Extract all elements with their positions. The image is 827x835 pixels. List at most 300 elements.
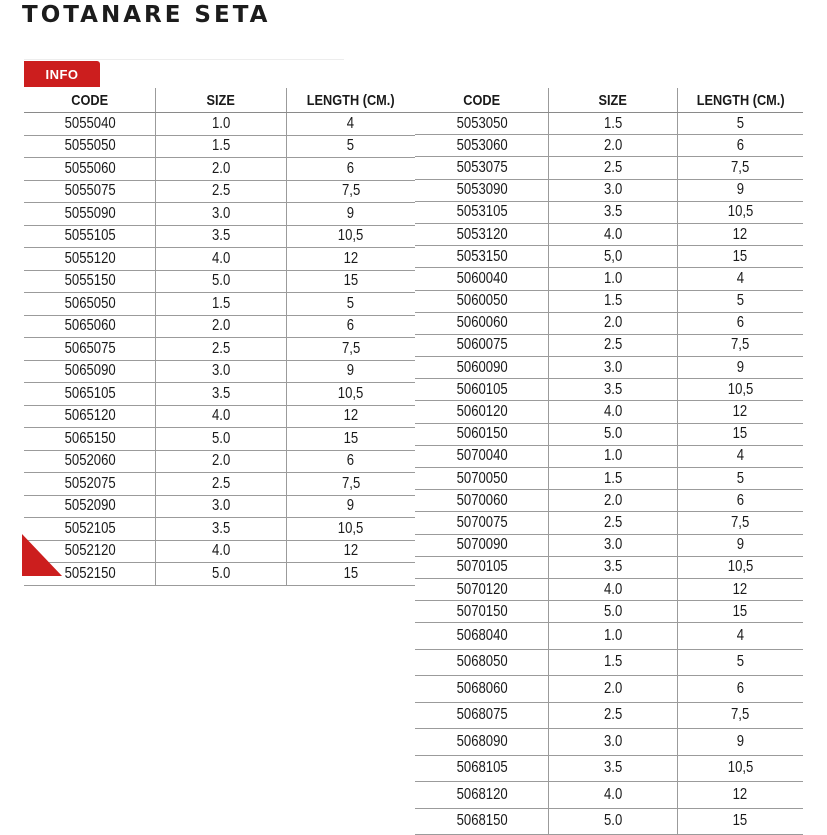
length-cell [677, 180, 803, 201]
code-cell [415, 650, 548, 676]
table-row [24, 406, 415, 429]
length-cell-text: 10,5 [338, 227, 364, 245]
length-cell-text: 5 [737, 470, 744, 488]
length-cell [677, 291, 803, 312]
code-cell-text: 5070050 [456, 470, 507, 488]
code-cell-text: 5070120 [456, 581, 507, 599]
size-cell-text: 5.0 [212, 430, 230, 448]
size-cell [155, 316, 285, 338]
size-cell [155, 203, 285, 225]
length-cell [677, 623, 803, 649]
table-row [24, 271, 415, 294]
size-cell [548, 512, 676, 533]
size-cell [548, 623, 676, 649]
length-cell-text: 15 [344, 430, 359, 448]
table-row [415, 202, 803, 224]
length-cell-text: 5 [347, 137, 354, 155]
length-cell [286, 136, 415, 158]
code-cell [415, 782, 548, 808]
code-cell [415, 268, 548, 289]
code-cell-text: 5053150 [456, 248, 507, 266]
length-cell [286, 293, 415, 315]
table-row [415, 557, 803, 579]
code-cell-text: 5053105 [456, 203, 507, 221]
code-cell [415, 157, 548, 178]
length-cell [677, 490, 803, 511]
length-cell [677, 446, 803, 467]
size-cell [548, 650, 676, 676]
size-cell-text: 1.5 [604, 292, 622, 310]
length-cell-text: 9 [347, 205, 354, 223]
length-cell [677, 557, 803, 578]
length-cell-text: 9 [347, 362, 354, 380]
length-cell-text: 15 [733, 603, 748, 621]
code-cell [24, 293, 155, 315]
code-cell [415, 202, 548, 223]
code-cell-text: 5068050 [456, 653, 507, 671]
length-cell [286, 113, 415, 135]
code-cell [24, 271, 155, 293]
table-row [24, 248, 415, 271]
length-cell [286, 541, 415, 563]
code-cell-text: 5065105 [64, 385, 115, 403]
size-cell-text: 4.0 [604, 786, 622, 804]
code-cell [24, 383, 155, 405]
length-cell-text: 9 [737, 359, 744, 377]
code-cell [415, 601, 548, 622]
code-cell [415, 424, 548, 445]
right-size-table [415, 88, 803, 623]
size-cell-text: 3.0 [212, 362, 230, 380]
length-cell [677, 676, 803, 702]
length-cell-text: 12 [733, 403, 748, 421]
code-cell [415, 623, 548, 649]
table-row [415, 291, 803, 313]
size-cell [155, 158, 285, 180]
length-cell [677, 113, 803, 134]
length-cell-text: 10,5 [728, 558, 754, 576]
length-cell [286, 406, 415, 428]
length-cell-text: 12 [733, 226, 748, 244]
length-cell-text: 15 [733, 425, 748, 443]
table-row [415, 676, 803, 703]
table-row [415, 729, 803, 756]
code-cell [24, 226, 155, 248]
size-cell [548, 557, 676, 578]
size-cell [548, 424, 676, 445]
size-cell-text: 5.0 [604, 603, 622, 621]
column-header [677, 88, 803, 112]
size-cell [155, 271, 285, 293]
size-cell-text: 2.0 [604, 314, 622, 332]
code-cell [415, 313, 548, 334]
size-cell [155, 518, 285, 540]
code-cell [415, 113, 548, 134]
size-cell-text: 5.0 [212, 565, 230, 583]
length-cell-text: 4 [347, 115, 354, 133]
code-cell-text: 5055090 [64, 205, 115, 223]
code-cell [415, 335, 548, 356]
length-cell [677, 756, 803, 782]
table-row [24, 496, 415, 519]
length-cell-text: 5 [347, 295, 354, 313]
length-cell [677, 601, 803, 622]
code-cell-text: 5055105 [64, 227, 115, 245]
code-cell [415, 512, 548, 533]
size-cell-text: 2.5 [604, 159, 622, 177]
length-cell [677, 535, 803, 556]
length-cell [286, 338, 415, 360]
length-cell [677, 512, 803, 533]
table-row [415, 535, 803, 557]
code-cell [24, 428, 155, 450]
size-cell [548, 809, 676, 835]
size-cell [155, 293, 285, 315]
table-row [415, 650, 803, 677]
code-cell-text: 5070105 [456, 558, 507, 576]
code-cell-text: 5065075 [64, 340, 115, 358]
code-cell [415, 490, 548, 511]
code-cell-text: 5053075 [456, 159, 507, 177]
code-cell [415, 579, 548, 600]
table-row [415, 379, 803, 401]
code-cell [415, 180, 548, 201]
column-header [155, 88, 285, 112]
length-cell [677, 224, 803, 245]
table-row [24, 136, 415, 159]
size-cell [548, 729, 676, 755]
size-cell-text: 3.0 [604, 733, 622, 751]
table-row [415, 224, 803, 246]
code-cell-text: 5068040 [456, 627, 507, 645]
length-cell-text: 12 [733, 581, 748, 599]
page-title: TOTANARE SETA [22, 2, 270, 28]
table-row [24, 563, 415, 586]
size-cell-text: 2.5 [212, 182, 230, 200]
table-row [24, 383, 415, 406]
left-size-table [24, 88, 415, 586]
length-cell [677, 401, 803, 422]
code-cell-text: 5070075 [456, 514, 507, 532]
size-cell [155, 248, 285, 270]
code-cell-text: 5060150 [456, 425, 507, 443]
length-cell-text: 6 [737, 680, 744, 698]
size-cell [548, 157, 676, 178]
length-cell [286, 248, 415, 270]
code-cell-text: 5052150 [64, 565, 115, 583]
size-cell [548, 535, 676, 556]
length-cell-text: 5 [737, 292, 744, 310]
code-cell-text: 5052090 [64, 497, 115, 515]
size-cell-text: 1.5 [212, 137, 230, 155]
code-cell-text: 5065120 [64, 407, 115, 425]
table-row [24, 473, 415, 496]
code-cell [24, 473, 155, 495]
column-header [24, 88, 155, 112]
length-cell [677, 650, 803, 676]
size-cell-text: 3.5 [212, 520, 230, 538]
table-row [415, 357, 803, 379]
length-cell-text: 5 [737, 653, 744, 671]
size-cell-text: 4.0 [212, 250, 230, 268]
length-cell-text: 15 [344, 565, 359, 583]
length-cell-text: 10,5 [728, 381, 754, 399]
length-cell-text: 10,5 [338, 385, 364, 403]
size-cell-text: 2.0 [604, 492, 622, 510]
size-cell-text: 2.5 [212, 475, 230, 493]
code-cell-text: 5068120 [456, 786, 507, 804]
length-cell [677, 357, 803, 378]
size-cell-text: 2.0 [604, 680, 622, 698]
size-cell [155, 451, 285, 473]
length-cell-text: 12 [344, 407, 359, 425]
size-cell [548, 446, 676, 467]
code-cell [415, 809, 548, 835]
size-cell [548, 782, 676, 808]
size-cell-text: 2.0 [212, 317, 230, 335]
code-cell [24, 406, 155, 428]
table-row [415, 135, 803, 157]
table-row [415, 157, 803, 179]
length-cell [286, 518, 415, 540]
length-cell-text: 10,5 [338, 520, 364, 538]
code-cell [415, 291, 548, 312]
size-cell-text: 1.5 [604, 653, 622, 671]
length-cell [677, 135, 803, 156]
size-cell [548, 468, 676, 489]
size-cell-text: 1.5 [212, 295, 230, 313]
length-cell-text: 9 [737, 733, 744, 751]
code-cell-text: 5055120 [64, 250, 115, 268]
code-cell-text: 5068075 [456, 706, 507, 724]
size-cell [155, 563, 285, 585]
size-cell-text: 3.0 [604, 181, 622, 199]
title-divider [24, 59, 344, 60]
length-cell [286, 158, 415, 180]
code-cell [24, 203, 155, 225]
code-cell [415, 446, 548, 467]
table-row [415, 180, 803, 202]
length-cell [286, 451, 415, 473]
code-cell [24, 158, 155, 180]
code-cell [24, 316, 155, 338]
table-row [24, 338, 415, 361]
size-cell [548, 268, 676, 289]
length-cell [677, 579, 803, 600]
length-cell-text: 12 [344, 542, 359, 560]
length-cell-text: 6 [737, 314, 744, 332]
code-cell-text: 5070090 [456, 536, 507, 554]
code-cell [415, 729, 548, 755]
size-cell [548, 379, 676, 400]
size-cell [548, 676, 676, 702]
size-cell [548, 313, 676, 334]
table-row [415, 113, 803, 135]
length-cell-text: 6 [737, 492, 744, 510]
size-cell [548, 601, 676, 622]
code-cell-text: 5055150 [64, 272, 115, 290]
table-row [24, 203, 415, 226]
column-header-label: SIZE [207, 92, 235, 109]
column-header [415, 88, 548, 112]
code-cell-text: 5053060 [456, 137, 507, 155]
size-cell [548, 202, 676, 223]
table-row [24, 158, 415, 181]
code-cell-text: 5060075 [456, 336, 507, 354]
size-cell-text: 5.0 [604, 812, 622, 830]
length-cell-text: 7,5 [342, 340, 360, 358]
length-cell [677, 335, 803, 356]
code-cell [415, 468, 548, 489]
table-row [415, 490, 803, 512]
size-cell [155, 473, 285, 495]
code-cell [415, 703, 548, 729]
code-cell-text: 5053120 [456, 226, 507, 244]
column-header [548, 88, 676, 112]
length-cell [677, 782, 803, 808]
size-cell [155, 338, 285, 360]
size-cell-text: 3.5 [604, 203, 622, 221]
code-cell [24, 181, 155, 203]
length-cell-text: 7,5 [731, 336, 749, 354]
code-cell [415, 756, 548, 782]
code-cell-text: 5055075 [64, 182, 115, 200]
size-cell-text: 1.0 [212, 115, 230, 133]
code-cell-text: 5065090 [64, 362, 115, 380]
size-cell-text: 3.0 [212, 497, 230, 515]
size-cell [548, 113, 676, 134]
length-cell-text: 7,5 [731, 159, 749, 177]
length-cell-text: 15 [344, 272, 359, 290]
length-cell-text: 6 [347, 317, 354, 335]
code-cell [24, 338, 155, 360]
size-cell [548, 401, 676, 422]
code-cell-text: 5068105 [456, 759, 507, 777]
code-cell-text: 5052060 [64, 452, 115, 470]
code-cell [24, 136, 155, 158]
corner-triangle-icon [22, 534, 62, 576]
code-cell [24, 113, 155, 135]
size-cell [548, 246, 676, 267]
code-cell-text: 5070150 [456, 603, 507, 621]
code-cell [415, 135, 548, 156]
table-row [415, 512, 803, 534]
column-header-label: LENGTH (CM.) [696, 92, 784, 109]
length-cell [677, 809, 803, 835]
length-cell [286, 383, 415, 405]
table-row [24, 428, 415, 451]
size-cell [548, 357, 676, 378]
size-cell-text: 4.0 [212, 407, 230, 425]
length-cell-text: 7,5 [731, 514, 749, 532]
table-row [24, 226, 415, 249]
code-cell-text: 5068150 [456, 812, 507, 830]
code-cell-text: 5065050 [64, 295, 115, 313]
code-cell-text: 5065060 [64, 317, 115, 335]
table-row [415, 335, 803, 357]
code-cell-text: 5070040 [456, 447, 507, 465]
code-cell [415, 557, 548, 578]
table-row [415, 401, 803, 423]
code-cell [24, 248, 155, 270]
length-cell [677, 379, 803, 400]
code-cell [415, 379, 548, 400]
size-cell-text: 3.0 [604, 536, 622, 554]
code-cell-text: 5052120 [64, 542, 115, 560]
size-cell-text: 2.5 [604, 336, 622, 354]
table-header-row [415, 88, 803, 113]
info-tab[interactable]: INFO [24, 61, 100, 87]
size-cell [155, 226, 285, 248]
size-cell [155, 181, 285, 203]
column-header-label: LENGTH (CM.) [307, 92, 395, 109]
code-cell [415, 676, 548, 702]
length-cell-text: 4 [737, 447, 744, 465]
code-cell [24, 361, 155, 383]
code-cell-text: 5060050 [456, 292, 507, 310]
length-cell [286, 316, 415, 338]
length-cell-text: 5 [737, 115, 744, 133]
code-cell-text: 5068060 [456, 680, 507, 698]
length-cell-text: 4 [737, 627, 744, 645]
table-row [415, 446, 803, 468]
size-cell-text: 3.5 [604, 558, 622, 576]
size-cell-text: 3.5 [212, 385, 230, 403]
size-cell-text: 2.5 [604, 514, 622, 532]
size-cell-text: 3.5 [212, 227, 230, 245]
length-cell [286, 563, 415, 585]
size-cell [548, 180, 676, 201]
length-cell-text: 9 [737, 536, 744, 554]
length-cell-text: 7,5 [342, 475, 360, 493]
table-row [415, 809, 803, 835]
length-cell-text: 10,5 [728, 203, 754, 221]
table-row [24, 316, 415, 339]
code-cell [24, 496, 155, 518]
code-cell-text: 5055040 [64, 115, 115, 133]
size-cell-text: 1.0 [604, 447, 622, 465]
length-cell [286, 271, 415, 293]
code-cell-text: 5070060 [456, 492, 507, 510]
table-row [415, 756, 803, 783]
size-cell-text: 3.5 [604, 381, 622, 399]
table-row [24, 181, 415, 204]
code-cell-text: 5053090 [456, 181, 507, 199]
table-row [24, 361, 415, 384]
length-cell [677, 268, 803, 289]
code-cell [415, 224, 548, 245]
code-cell-text: 5065150 [64, 430, 115, 448]
size-cell-text: 2.0 [604, 137, 622, 155]
size-cell [548, 291, 676, 312]
code-cell-text: 5060120 [456, 403, 507, 421]
length-cell [677, 729, 803, 755]
size-cell [155, 541, 285, 563]
table-row [24, 518, 415, 541]
size-cell [548, 135, 676, 156]
size-cell-text: 4.0 [604, 226, 622, 244]
size-cell-text: 4.0 [212, 542, 230, 560]
length-cell [677, 202, 803, 223]
length-cell-text: 15 [733, 248, 748, 266]
size-cell-text: 3.5 [604, 759, 622, 777]
length-cell-text: 9 [347, 497, 354, 515]
table-row [24, 113, 415, 136]
size-cell-text: 4.0 [604, 581, 622, 599]
size-cell-text: 1.0 [604, 627, 622, 645]
column-header-label: CODE [71, 92, 108, 109]
length-cell [286, 181, 415, 203]
